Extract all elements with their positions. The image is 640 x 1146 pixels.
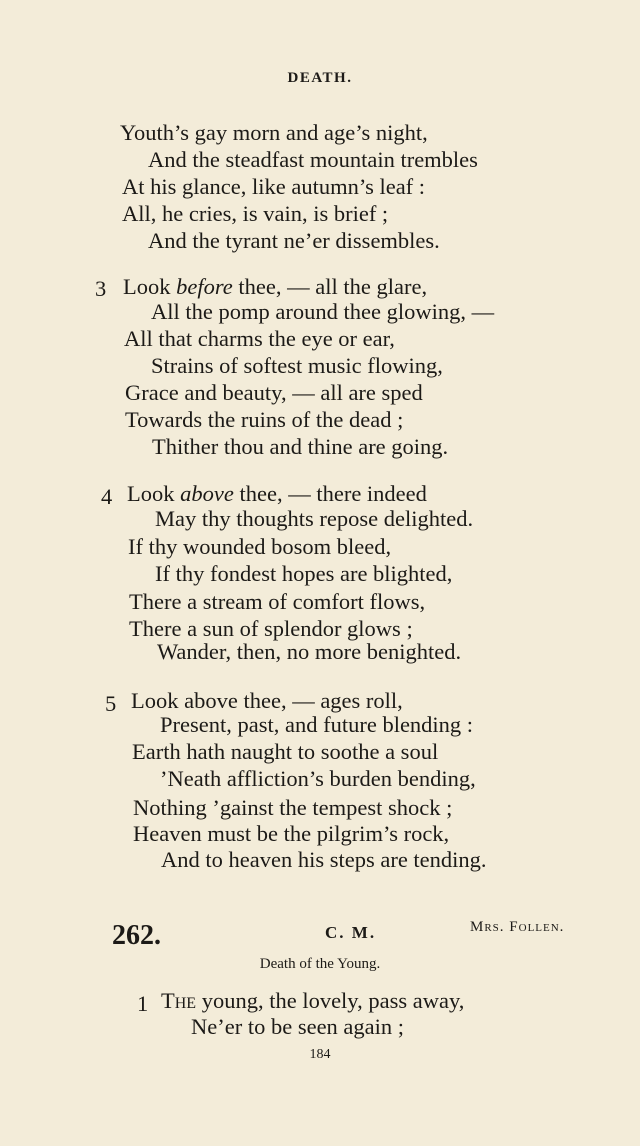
- hymn-meter: C. M.: [325, 923, 377, 942]
- verse-line: Look above thee, — there indeed: [127, 481, 427, 506]
- verse-line: All that charms the eye or ear,: [124, 326, 395, 351]
- verse-line: Nothing ’gainst the tempest shock ;: [133, 795, 453, 820]
- verse-line: There a stream of comfort flows,: [129, 589, 426, 614]
- verse-line: Look above thee, — ages roll,: [131, 688, 403, 713]
- verse-line: And the tyrant ne’er dissembles.: [148, 228, 440, 253]
- running-header: DEATH.: [287, 70, 353, 86]
- verse-line: And the steadfast mountain trembles: [148, 147, 478, 172]
- verse-line: ’Neath affliction’s burden bending,: [160, 766, 476, 791]
- verse-line: The young, the lovely, pass away,: [161, 988, 465, 1013]
- verse-line: At his glance, like autumn’s leaf :: [122, 174, 426, 199]
- verse-line: Strains of softest music flowing,: [151, 353, 443, 378]
- verse-line: Thither thou and thine are going.: [152, 434, 449, 459]
- stanza-number: 4: [101, 484, 113, 509]
- verse-line: Ne’er to be seen again ;: [191, 1014, 405, 1039]
- verse-line: There a sun of splendor glows ;: [129, 616, 413, 641]
- verse-line: All the pomp around thee glowing, —: [151, 299, 495, 324]
- emphasis: above: [180, 481, 234, 506]
- hymn-subtitle: Death of the Young.: [259, 956, 381, 972]
- verse-line: All, he cries, is vain, is brief ;: [122, 201, 389, 226]
- stanza-number: 3: [95, 276, 107, 301]
- verse-line: Heaven must be the pilgrim’s rock,: [133, 821, 450, 846]
- hymn-number: 262.: [112, 920, 161, 951]
- hymn-author: Mrs. Follen.: [470, 919, 565, 935]
- page-number: 184: [309, 1047, 331, 1062]
- verse-line: Wander, then, no more benighted.: [157, 639, 462, 664]
- verse-line: Look before thee, — all the glare,: [123, 274, 428, 299]
- drop-word: The: [161, 988, 197, 1013]
- verse-line: Earth hath naught to soothe a soul: [132, 739, 439, 764]
- emphasis: before: [176, 274, 233, 299]
- verse-line: Present, past, and future blending :: [160, 712, 474, 737]
- verse-line: And to heaven his steps are tending.: [161, 847, 487, 872]
- verse-line: Youth’s gay morn and age’s night,: [120, 120, 428, 145]
- verse-line: If thy fondest hopes are blighted,: [155, 561, 453, 586]
- stanza-number: 1: [137, 991, 149, 1016]
- verse-line: Grace and beauty, — all are sped: [125, 380, 423, 405]
- stanza-number: 5: [105, 691, 117, 716]
- verse-line: May thy thoughts repose delighted.: [155, 506, 474, 531]
- verse-line: If thy wounded bosom bleed,: [128, 534, 392, 559]
- verse-line: Towards the ruins of the dead ;: [125, 407, 404, 432]
